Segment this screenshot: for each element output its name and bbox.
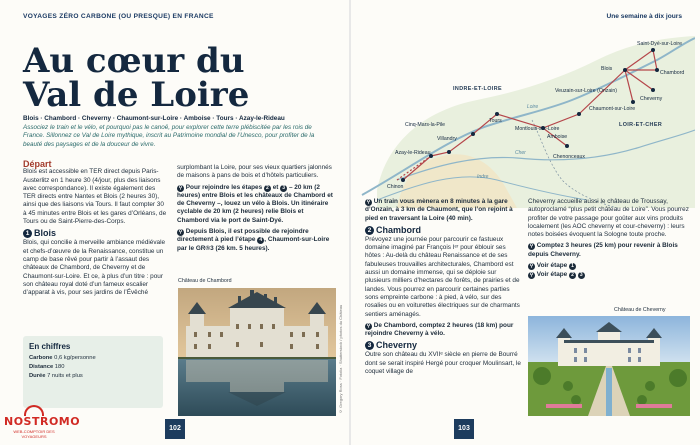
chambord-bike-step: ⚲ De Chambord, comptez 2 heures (18 km) pour rejoindre Cheverny à vélo. — [365, 321, 514, 338]
chambord-heading — [365, 226, 521, 235]
map-label-loir-et-cher: LOIR-ET-CHER — [619, 122, 663, 128]
walk-step: ⚲ Depuis Blois, il est possible de rejoindre directement à pied l’étape 4 , Chaumont-sur-Loire par le GR®3 (26 km. 5 heures). — [177, 228, 330, 252]
map-label-chinon: Chinon — [387, 184, 404, 190]
map-label-indre-et-loire: INDRE-ET-LOIRE — [453, 86, 503, 92]
column-4 — [528, 198, 690, 283]
book-gutter — [349, 0, 351, 445]
cheverny-caption: Château de Cheverny — [614, 307, 666, 313]
map-label-chenonceau: Chenonceaux — [553, 154, 586, 160]
figures-title: En chiffres — [29, 342, 71, 351]
title-line-2: Val de Loire — [23, 75, 250, 115]
blois-text: Blois, qui concilie à merveille ambiance médiévale et chefs-d’œuvre de la Renaissance, constitue un camp de base rêvé pour partir à l’assaut des châteaux de Chambord, de Cheverny et de Chaumont-sur-Loire. Et ce, à plus d’un titre : pour son château royal doté d’un fameux escalier d’apparat à vis, pour ses jardins de l’Évêché — [23, 239, 166, 297]
bike-icon: ⚲ — [529, 243, 534, 250]
map-label-blois: Blois — [601, 66, 613, 72]
depart-heading: Départ — [23, 159, 52, 169]
running-head-right: Une semaine à dix jours — [606, 13, 682, 20]
blois-continued: surplombant la Loire, pour ses vieux quartiers jalonnés de maisons à pans de bois et d’hôtels particuliers. — [177, 164, 332, 180]
depart-text: Blois est accessible en TER direct depuis Paris-Austerlitz en 1 heure 30 (4/jour, plus des liaisons avec correspondance). Il existe également des TER directs entre Nantes et Blois (2 heures 30), ainsi que des liaisons via Tours. Il faut compter 30 à 45 minutes entre Blois et les gares d’Orléans, de Tours ou de Saint-Pierre-des-Corps. — [23, 168, 167, 226]
photo-credit: © Gregory Ross · Fotolia · Shutterstock / photos du Château — [338, 304, 343, 414]
step-number-2: 2 — [365, 226, 374, 235]
map-label-loire-river: Loire — [527, 104, 539, 110]
figure-row: Durée 7 nuits et plus — [29, 373, 83, 379]
figures-box — [23, 336, 163, 408]
cheverny-text: Outre son château du XVIIᵉ siècle en pierre de Bourré dont se serait inspiré Hergé pour croquer Moulinsart, le coquet village de — [365, 351, 521, 376]
page-number-left: 102 — [165, 419, 185, 439]
column-2 — [177, 164, 335, 256]
column-1 — [23, 160, 169, 300]
places-list: Blois · Chambord · Cheverny · Chaumont-sur-Loire · Amboise · Tours · Azay-le-Rideau — [23, 115, 285, 122]
map-label-chambord: Chambord — [660, 70, 685, 76]
cheverny-continued: Cheverny accueille aussi le château de Troussay, autoproclamé “plus petit château de Loire”. Vous pourrez profiter de votre passage pour goûter aux vins produits localement (les AOC cheverny et cour-cheverny) : leurs notes boisées évoquent la Sologne toute proche. — [528, 198, 689, 239]
intro-paragraph: Associez le train et le vélo, et pourquoi pas le canoë, pour explorer cette terre plébiscitée par les rois de France. Sillonnez ce Val de Loire mythique, inscrit au Patrimoine mondial de l’Unesco, pour profiter de la beauté des paysages et de la douceur de vivre. — [23, 124, 315, 148]
blois-heading — [23, 229, 169, 238]
figure-row: Distance 180 — [29, 364, 65, 370]
map-label-amboise: Amboise — [547, 134, 568, 140]
cheverny-photo — [528, 316, 690, 416]
cheverny-heading — [365, 341, 521, 350]
bike-icon: ⚲ — [178, 184, 183, 191]
region-map — [357, 30, 695, 208]
map-label-indre-river: Indre — [477, 174, 489, 180]
cheverny-title: Cheverny — [376, 340, 418, 351]
voir-etape-2: ⚲ Voir étape 2 3 — [528, 271, 690, 279]
nostromo-logo: NOSTROMO WEB-COMPTOIR DES VOYAGEURS — [4, 405, 64, 439]
map-label-cinq-mars: Cinq-Mars-la-Pile — [405, 122, 446, 128]
train-step: ⚲ Un train vous mènera en 8 minutes à la gare d’Onzain, à 3 km de Chaumont, que l’on rejoint à pied en traversant la Loire (40 min). — [365, 198, 513, 222]
map-label-azay: Azay-le-Rideau — [395, 150, 431, 156]
voir-etape-1: ⚲ Voir étape 1 — [528, 262, 690, 270]
chambord-text: Prévoyez une journée pour parcourir ce fastueux domaine imaginé par François Iᵉʳ pour éblouir ses hôtes : Au-delà du château Renaissance et de ses fabuleuses trouvailles architecturales, Chambord est aussi un domaine immense, qui se déploie sur plusieurs milliers d’hectares de forêts, de prairies et de landes. Vous pourrez en parcourir certaines parties sons empreinte carbone : à pied, à vélo, sur des rosalies ou en voiturettes électriques sur de charmants sentiers aménagés. — [365, 235, 520, 318]
map-label-saint-dye: Saint-Dyé-sur-Loire — [637, 41, 682, 47]
map-label-montlouis: Montlouis-sur-Loire — [515, 126, 560, 132]
blois-title: Blois — [34, 228, 57, 239]
step-number-1: 1 — [23, 229, 32, 238]
column-3 — [365, 198, 521, 379]
page-number-right: 103 — [454, 419, 474, 439]
map-label-veuzain: Veuzain-sur-Loire (Onzain) — [555, 88, 617, 94]
bike-icon: ⚲ — [366, 322, 371, 329]
figure-row: Carbone 0,6 kg/personne — [29, 355, 96, 361]
map-label-villandry: Villandry — [437, 136, 457, 142]
return-step: ⚲ Comptez 3 heures (25 km) pour revenir à Blois depuis Cheverny. — [528, 242, 678, 258]
map-label-cheverny: Cheverny — [640, 96, 663, 102]
step-number-3: 3 — [365, 341, 374, 350]
walk-icon: ⚲ — [529, 263, 534, 270]
running-head-left: VOYAGES ZÉRO CARBONE (OU PRESQUE) EN FRANCE — [23, 13, 214, 20]
map-label-cher-river: Cher — [515, 150, 526, 156]
title-line-1: Au cœur du — [23, 41, 245, 81]
page-title — [23, 41, 313, 115]
walk-icon: ⚲ — [178, 229, 183, 236]
chambord-title: Chambord — [376, 224, 421, 235]
bike-step: ⚲ Pour rejoindre les étapes 2 et 3 – 20 km (2 heures) entre Blois et les châteaux de Chambord et de Cheverny –, louez un vélo à Blois. Un itinéraire cyclable de 20 km (2 heures) relie Blois et Chambord via le port de Saint-Dyé. — [177, 183, 333, 224]
walk-icon: ⚲ — [529, 272, 534, 279]
map-label-chaumont: Chaumont-sur-Loire — [589, 106, 636, 112]
map-label-tours: Tours — [489, 118, 502, 124]
chambord-caption: Château de Chambord — [178, 278, 232, 284]
train-icon: ⚲ — [366, 199, 371, 205]
chambord-photo — [178, 288, 336, 416]
